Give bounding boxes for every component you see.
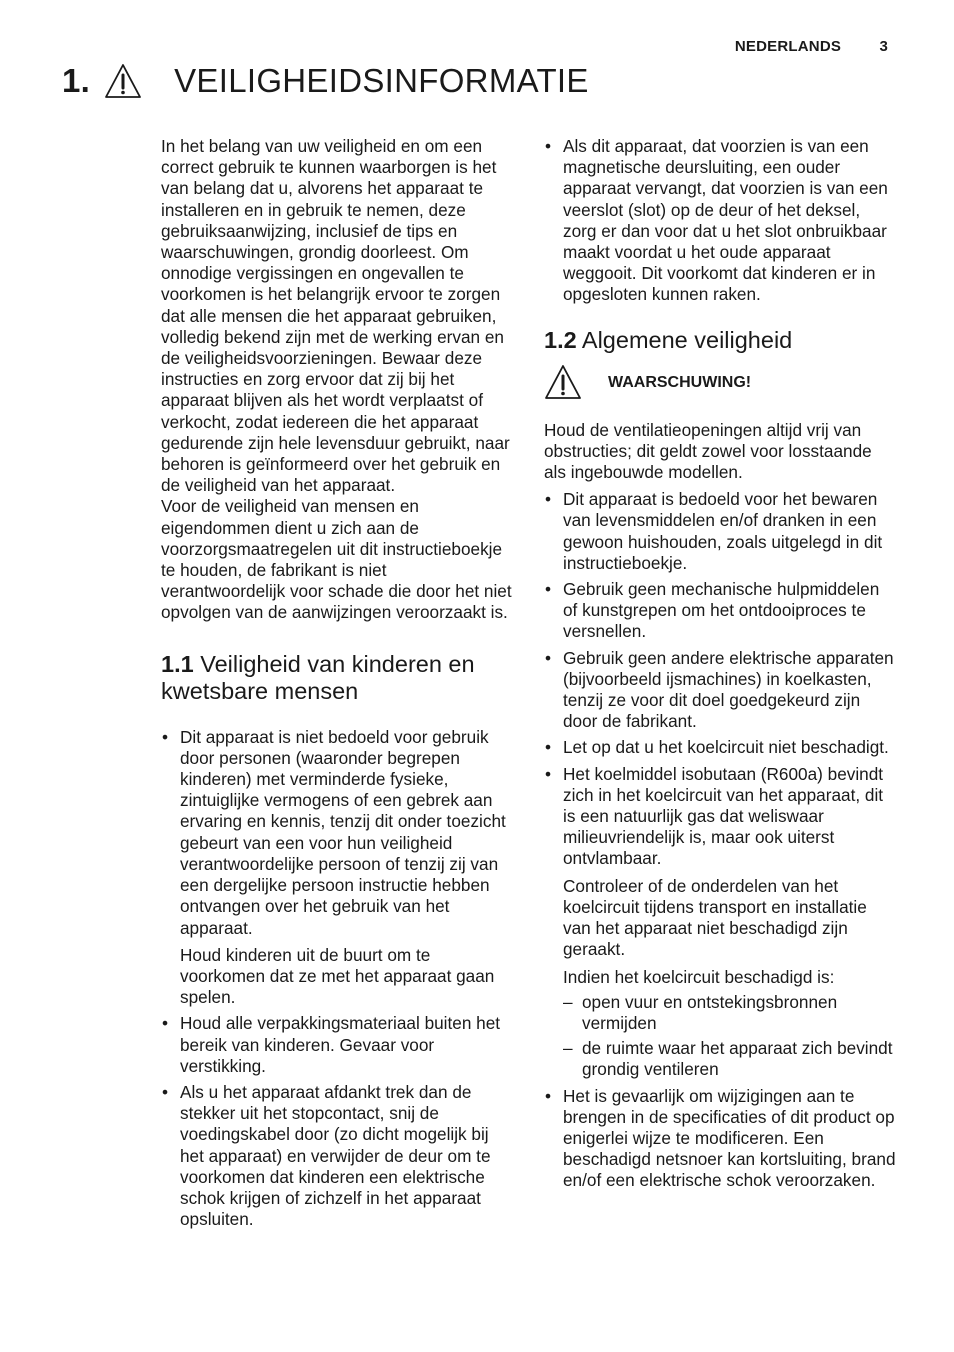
warning-triangle-icon bbox=[104, 63, 142, 99]
list-item-text: • Dit apparaat is niet bedoeld voor gebruik door personen (waaronder begrepen kinderen) met verminderde fysieke, zintuiglijke vermogens of een gebrek aan ervaring en kennis, tenzij dit onder toezicht gebeurt van een voor hun veiligheid verantwoordelijke persoon of tenzij zij van een dergelijke persoon instructie hebben ontvangen over het gebruik van het apparaat. bbox=[180, 726, 506, 938]
list-item-text: • Als u het apparaat afdankt trek dan de stekker uit het stopcontact, snij de voedingskabel door (zo dicht mogelijk bij het apparaat) en verwijder de deur om te voorkomen dat kinderen een elektrische schok krijgen of zichzelf in het apparaat opsluiten. bbox=[180, 1081, 491, 1230]
section-number: 1.1 bbox=[161, 650, 194, 677]
list-item bbox=[161, 1082, 513, 1230]
chapter-title bbox=[62, 62, 589, 100]
general-safety-list bbox=[544, 489, 896, 1191]
dash-list bbox=[563, 992, 896, 1081]
child-safety-list-continued bbox=[544, 136, 896, 306]
list-item-text: • Als dit apparaat, dat voorzien is van een magnetische deursluiting, een ouder apparaat vervangt, dat voorzien is van een veerslot (slot) op de deur of het deksel, zorg er dan voor dat u het slot onbruikbaar maakt voordat u het oude apparaat weggooit. Dit voorkomt dat kinderen er in opgesloten kunnen raken. bbox=[563, 136, 888, 305]
list-item bbox=[544, 764, 896, 1081]
list-item bbox=[161, 727, 513, 1009]
language-label: NEDERLANDS bbox=[734, 38, 842, 55]
list-item-text: • Het koelmiddel isobutaan (R600a) bevindt zich in het koelcircuit van het apparaat, dit is een natuurlijk gas dat weliswaar milieuvriendelijk is, maar ook uiterst ontvlambaar. bbox=[563, 763, 884, 869]
intro-paragraph-1: In het belang van uw veiligheid en om een correct gebruik te kunnen waarborgen is het van belang dat u, alvorens het apparaat te installeren en in gebruik te nemen, deze gebruiksaanwijzing, inclusief de tips en waarschuwingen, grondig doorleest. Om onnodige vergissingen en ongevallen te voorkomen is het belangrijk ervoor te zorgen dat alle mensen die het apparaat gebruiken, volledig bekend zijn met de werking ervan en de veiligheidsvoorzieningen. Bewaar deze instructies en zorg ervoor dat zij bij het apparaat blijven als het wordt verplaatst of verkocht, zodat iedereen die het apparaat gedurende zijn hele levensduur gebruikt, naar behoren is geïnformeerd over het gebruik en de veiligheid van het apparaat. bbox=[161, 136, 510, 496]
intro-paragraph-2: Voor de veiligheid van mensen en eigendommen dient u zich aan de voorzorgsmaatregelen uit dit instructieboekje te houden, de fabrikant is niet verantwoordelijk voor schade die door het niet opvolgen van de aanwijzingen veroorzaakt is. bbox=[161, 496, 512, 623]
list-item bbox=[544, 737, 896, 758]
general-safety-intro: Houd de ventilatieopeningen altijd vrij van obstructies; dit geldt zowel voor losstaande als ingebouwde modellen. bbox=[544, 419, 872, 483]
list-item bbox=[544, 648, 896, 733]
chapter-number: 1. bbox=[62, 62, 91, 99]
list-item-text: • Gebruik geen andere elektrische apparaten (bijvoorbeeld ijsmachines) in koelkasten, tenzij ze voor dit doel goedgekeurd zijn door de fabrikant. bbox=[563, 647, 894, 732]
list-item-text: • Let op dat u het koelcircuit niet beschadigt. bbox=[563, 737, 889, 758]
list-item-note: Controleer of de onderdelen van het koelcircuit tijdens transport en installatie van het apparaat niet beschadigd zijn geraakt. bbox=[563, 875, 867, 960]
right-column bbox=[544, 136, 896, 1197]
list-item-note: Houd kinderen uit de buurt om te voorkomen dat ze met het apparaat gaan spelen. bbox=[180, 944, 495, 1008]
section-1-2-heading bbox=[544, 327, 896, 354]
list-item bbox=[544, 579, 896, 643]
left-column bbox=[161, 136, 513, 1235]
dash-item: – de ruimte waar het apparaat zich bevindt grondig ventileren bbox=[563, 1038, 896, 1080]
section-title: Algemene veiligheid bbox=[581, 326, 793, 353]
section-1-1-heading bbox=[161, 651, 513, 705]
warning-notice bbox=[544, 364, 896, 400]
list-item-text: • Gebruik geen mechanische hulpmiddelen of kunstgrepen om het ontdooiproces te versnellen. bbox=[563, 579, 880, 642]
dash-item: – open vuur en ontstekingsbronnen vermijden bbox=[563, 992, 896, 1034]
page-header bbox=[735, 38, 888, 55]
warning-label: WAARSCHUWING! bbox=[608, 373, 752, 391]
list-item bbox=[544, 136, 896, 306]
list-item-text: • Houd alle verpakkingsmateriaal buiten het bereik van kinderen. Gevaar voor verstikking. bbox=[180, 1013, 501, 1076]
page-number: 3 bbox=[879, 38, 888, 55]
list-item-text: • Dit apparaat is bedoeld voor het bewaren van levensmiddelen en/of dranken in een gewoon huishouden, zoals uitgelegd in dit instructieboekje. bbox=[563, 489, 883, 573]
section-number: 1.2 bbox=[544, 326, 577, 353]
list-item bbox=[544, 489, 896, 574]
chapter-heading: VEILIGHEIDSINFORMATIE bbox=[174, 62, 589, 99]
list-item bbox=[161, 1013, 513, 1077]
list-item-text: • Het is gevaarlijk om wijzigingen aan te brengen in de specificaties of dit product op enigerlei wijze te modificeren. Een beschadigd netsnoer kan kortsluiting, brand en/of een elektrische schok veroorzaken. bbox=[563, 1085, 896, 1191]
list-item bbox=[544, 1086, 896, 1192]
child-safety-list bbox=[161, 727, 513, 1231]
section-title: Veiligheid van kinderen en kwetsbare mensen bbox=[161, 650, 475, 704]
list-item-note: Indien het koelcircuit beschadigd is: bbox=[563, 966, 835, 987]
warning-triangle-icon bbox=[544, 364, 582, 400]
